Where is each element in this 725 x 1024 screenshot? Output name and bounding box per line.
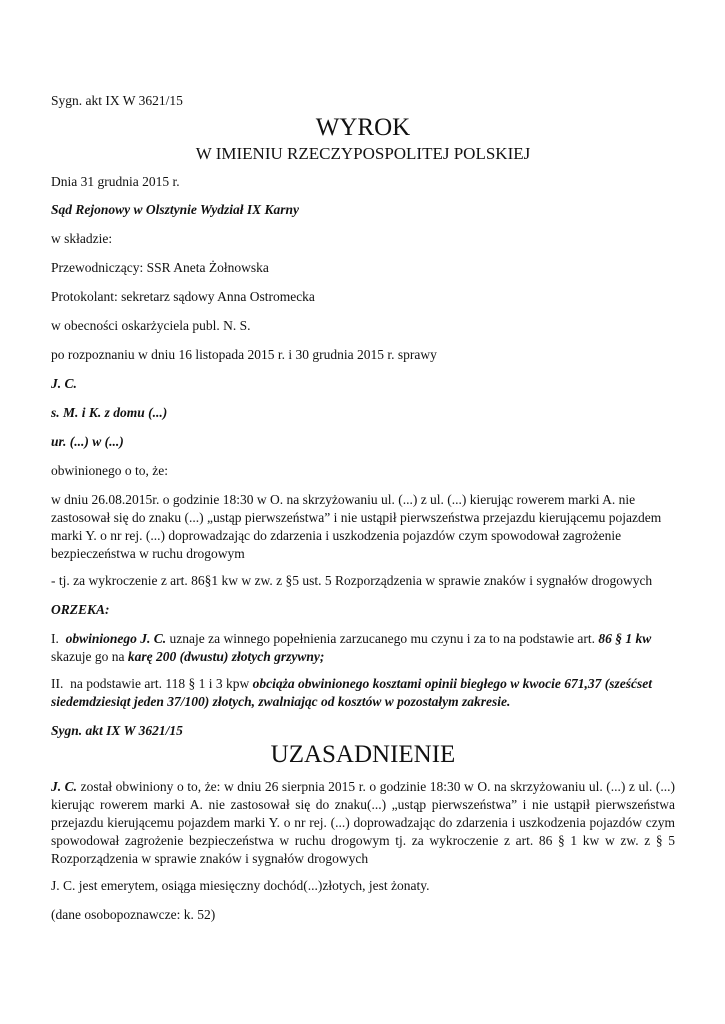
charge-qualification: - tj. za wykroczenie z art. 86§1 kw w zw. z §5 ust. 5 Rozporządzenia w sprawie znaków i sygnałów drogowych [51,573,653,588]
ruling-point-2-number: II. [51,676,64,691]
composition-label: w składzie: [51,231,113,246]
personal-info: J. C. jest emerytem, osiąga miesięczny dochód(...)złotych, jest żonaty. [51,878,430,893]
charge-text: w dniu 26.08.2015r. o godzinie 18:30 w O. na skrzyżowaniu ul. (...) z ul. (...) kierując rowerem marki A. nie zastosował się do znaku (...) „ustąp pierwszeństwa” i nie ustąpił pierwszeństwa przejazdu kierującemu pojazdem marki Y. o nr rej. (...) doprowadzając do zdarzenia i uszkodzenia pojazdów czym spowodował zagrożenie bezpieczeństwa w ruchu drogowym [51,492,662,561]
orzeka-heading: ORZEKA: [51,602,110,617]
document-title: WYROK [315,114,411,141]
ruling-point-1-article: 86 § 1 kw [598,631,652,646]
document-subtitle: W IMIENIU RZECZYPOSPOLITEJ POLSKIEJ [195,144,531,163]
hearing-dates: po rozpoznaniu w dniu 16 listopada 2015 r. i 30 grudnia 2015 r. sprawy [51,347,437,362]
defendant-birth: ur. (...) w (...) [51,434,124,449]
ruling-point-1-sentence-text: skazuje go na [51,649,125,664]
prosecutor-presence: w obecności oskarżyciela publ. N. S. [51,318,251,333]
justification-title: UZASADNIENIE [270,741,456,768]
personal-info-reference: (dane osobopoznawcze: k. 52) [51,907,216,922]
justification-text [51,778,675,868]
ruling-point-1-number: I. [51,631,59,646]
ruling-point-1-text: uznaje za winnego popełnienia zarzucanego mu czynu i za to na podstawie art. [169,631,595,646]
judgment-date: Dnia 31 grudnia 2015 r. [51,174,180,189]
presiding-judge: Przewodniczący: SSR Aneta Żołnowska [51,260,269,275]
defendant-name: J. C. [51,376,77,391]
court-clerk: Protokolant: sekretarz sądowy Anna Ostromecka [51,289,315,304]
court-name: Sąd Rejonowy w Olsztynie Wydział IX Karny [51,202,300,217]
charge-intro: obwinionego o to, że: [51,463,168,478]
ruling-point-2 [51,675,675,711]
justification-defendant: J. C. [51,779,78,794]
case-number-justification: Sygn. akt IX W 3621/15 [51,723,183,738]
case-number: Sygn. akt IX W 3621/15 [51,93,183,108]
justification-body: został obwiniony o to, że: w dniu 26 sierpnia 2015 r. o godzinie 18:30 w O. na skrzyżowaniu ul. (...) z ul. (...) kierując rowerem marki A. nie zastosował się do znaku(...) „ustąp pierwszeństwa” i nie ustąpił pierwszeństwa przejazdu kierującemu pojazdem marki Y. o nr rej. (...) doprowadzając do zdarzenia i uszkodzenia pojazdów czym spowodował zagrożenie bezpieczeństwa w ruchu drogowym tj. za wykroczenie z art. 86 § 1 kw w zw. z § 5 Rozporządzenia w sprawie znaków i sygnałów drogowych [51,779,676,866]
defendant-parents: s. M. i K. z domu (...) [51,405,168,420]
ruling-point-2-text: na podstawie art. 118 § 1 i 3 kpw [70,676,250,691]
ruling-point-2-costs: obciąża obwinionego kosztami opinii biegłego w kwocie 671,37 (sześćset siedemdziesiąt jeden 37/100) złotych, zwalniając od kosztów w pozostałym zakresie. [51,676,652,709]
ruling-point-1 [51,630,675,666]
ruling-point-1-defendant: obwinionego J. C. [65,631,167,646]
ruling-point-1-fine: karę 200 (dwustu) złotych grzywny; [127,649,325,664]
